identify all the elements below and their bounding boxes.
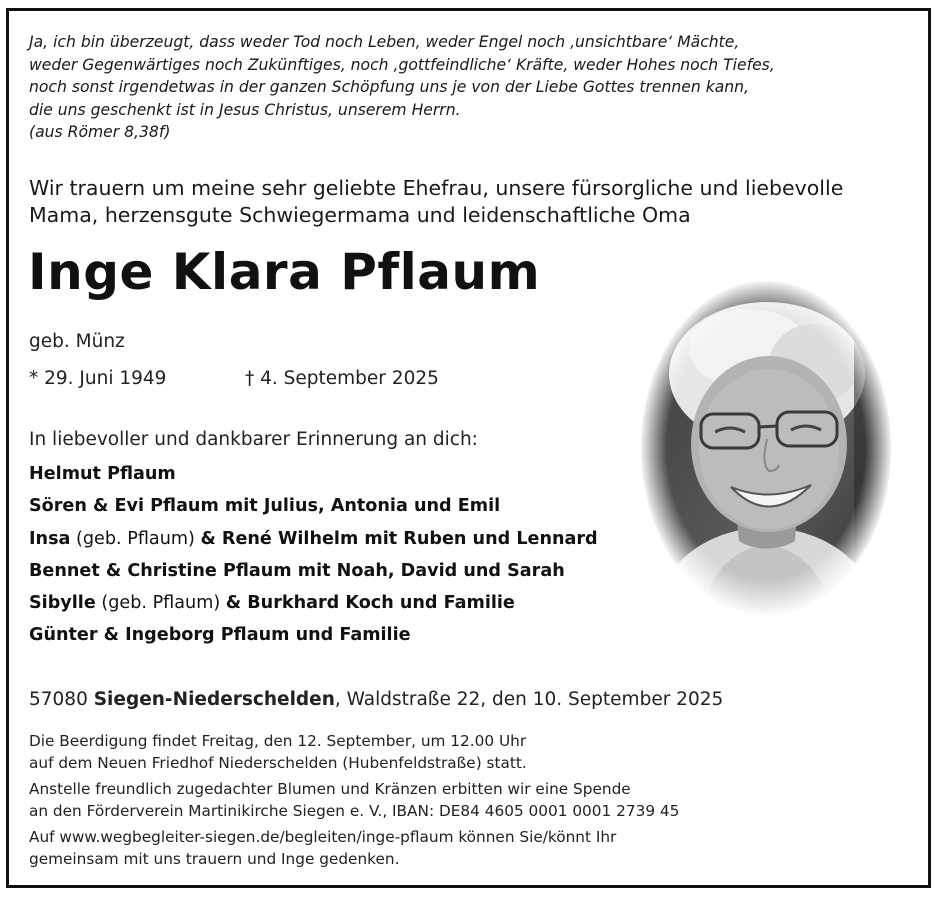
notice-line: Auf www.wegbegleiter-siegen.de/begleiten/inge-pflaum können Sie/könnt Ihr xyxy=(29,828,617,846)
family-list xyxy=(29,458,598,652)
verse-line: die uns geschenkt ist in Jesus Christus, unserem Herrn. xyxy=(29,100,461,119)
donation-notice xyxy=(29,779,679,822)
family-rest: & Burkhard Koch und Familie xyxy=(225,593,515,614)
family-maiden-note: (geb. Pflaum) xyxy=(70,528,201,549)
verse-line: weder Gegenwärtiges noch Zukünftiges, noch ‚gottfeindliche‘ Kräfte, weder Hohes noch Tiefes, xyxy=(29,55,775,74)
death-date: † 4. September 2025 xyxy=(245,368,439,389)
verse-line: Ja, ich bin überzeugt, dass weder Tod noch Leben, weder Engel noch ‚unsichtbare‘ Mächte, xyxy=(29,33,740,51)
family-line: Helmut Pflaum xyxy=(29,464,176,484)
portrait-photo xyxy=(639,279,893,617)
notes-section xyxy=(29,731,679,875)
intro-line: Mama, herzensgute Schwiegermama und leidenschaftliche Oma xyxy=(29,202,691,227)
memory-line: In liebevoller und dankbarer Erinnerung an dich: xyxy=(29,429,478,450)
family-line: Günter & Ingeborg Pflaum und Familie xyxy=(29,625,411,646)
deceased-name: Inge Klara Pflaum xyxy=(28,243,541,301)
online-notice xyxy=(29,827,679,870)
bible-verse xyxy=(29,31,775,144)
maiden-name: geb. Münz xyxy=(29,331,125,352)
family-rest: & René Wilhelm mit Ruben und Lennard xyxy=(200,528,598,549)
verse-reference: (aus Römer 8,38f) xyxy=(29,123,171,141)
obituary-frame xyxy=(6,8,931,888)
notice-line: gemeinsam mit uns trauern und Inge gedenken. xyxy=(29,849,400,868)
family-maiden-note: (geb. Pflaum) xyxy=(95,593,226,614)
birth-date: * 29. Juni 1949 xyxy=(29,368,167,389)
family-name: Sibylle xyxy=(29,593,96,614)
funeral-notice xyxy=(29,731,679,774)
notice-line: Die Beerdigung findet Freitag, den 12. September, um 12.00 Uhr xyxy=(29,732,527,750)
mourning-intro xyxy=(29,175,843,228)
family-line: Sören & Evi Pflaum mit Julius, Antonia und Emil xyxy=(29,496,501,517)
town-name: Siegen-Niederschelden xyxy=(93,689,335,710)
place-date-line xyxy=(29,689,723,710)
intro-line: Wir trauern um meine sehr geliebte Ehefrau, unsere fürsorgliche und liebevolle xyxy=(29,176,844,200)
notice-line: auf dem Neuen Friedhof Niederschelden (Hubenfeldstraße) statt. xyxy=(29,753,527,772)
notice-line: an den Förderverein Martinikirche Siegen e. V., IBAN: DE84 4605 0001 0001 2739 45 xyxy=(29,801,680,820)
family-line xyxy=(29,523,598,555)
verse-line: noch sonst irgendetwas in der ganzen Schöpfung uns je von der Liebe Gottes trennen kann, xyxy=(29,78,750,96)
zip-code: 57080 xyxy=(29,689,94,710)
family-line: Bennet & Christine Pflaum mit Noah, David und Sarah xyxy=(29,560,565,581)
notice-line: Anstelle freundlich zugedachter Blumen und Kränzen erbitten wir eine Spende xyxy=(29,780,631,798)
family-name: Insa xyxy=(29,528,71,549)
family-line xyxy=(29,587,598,619)
address-date: , Waldstraße 22, den 10. September 2025 xyxy=(334,689,724,710)
